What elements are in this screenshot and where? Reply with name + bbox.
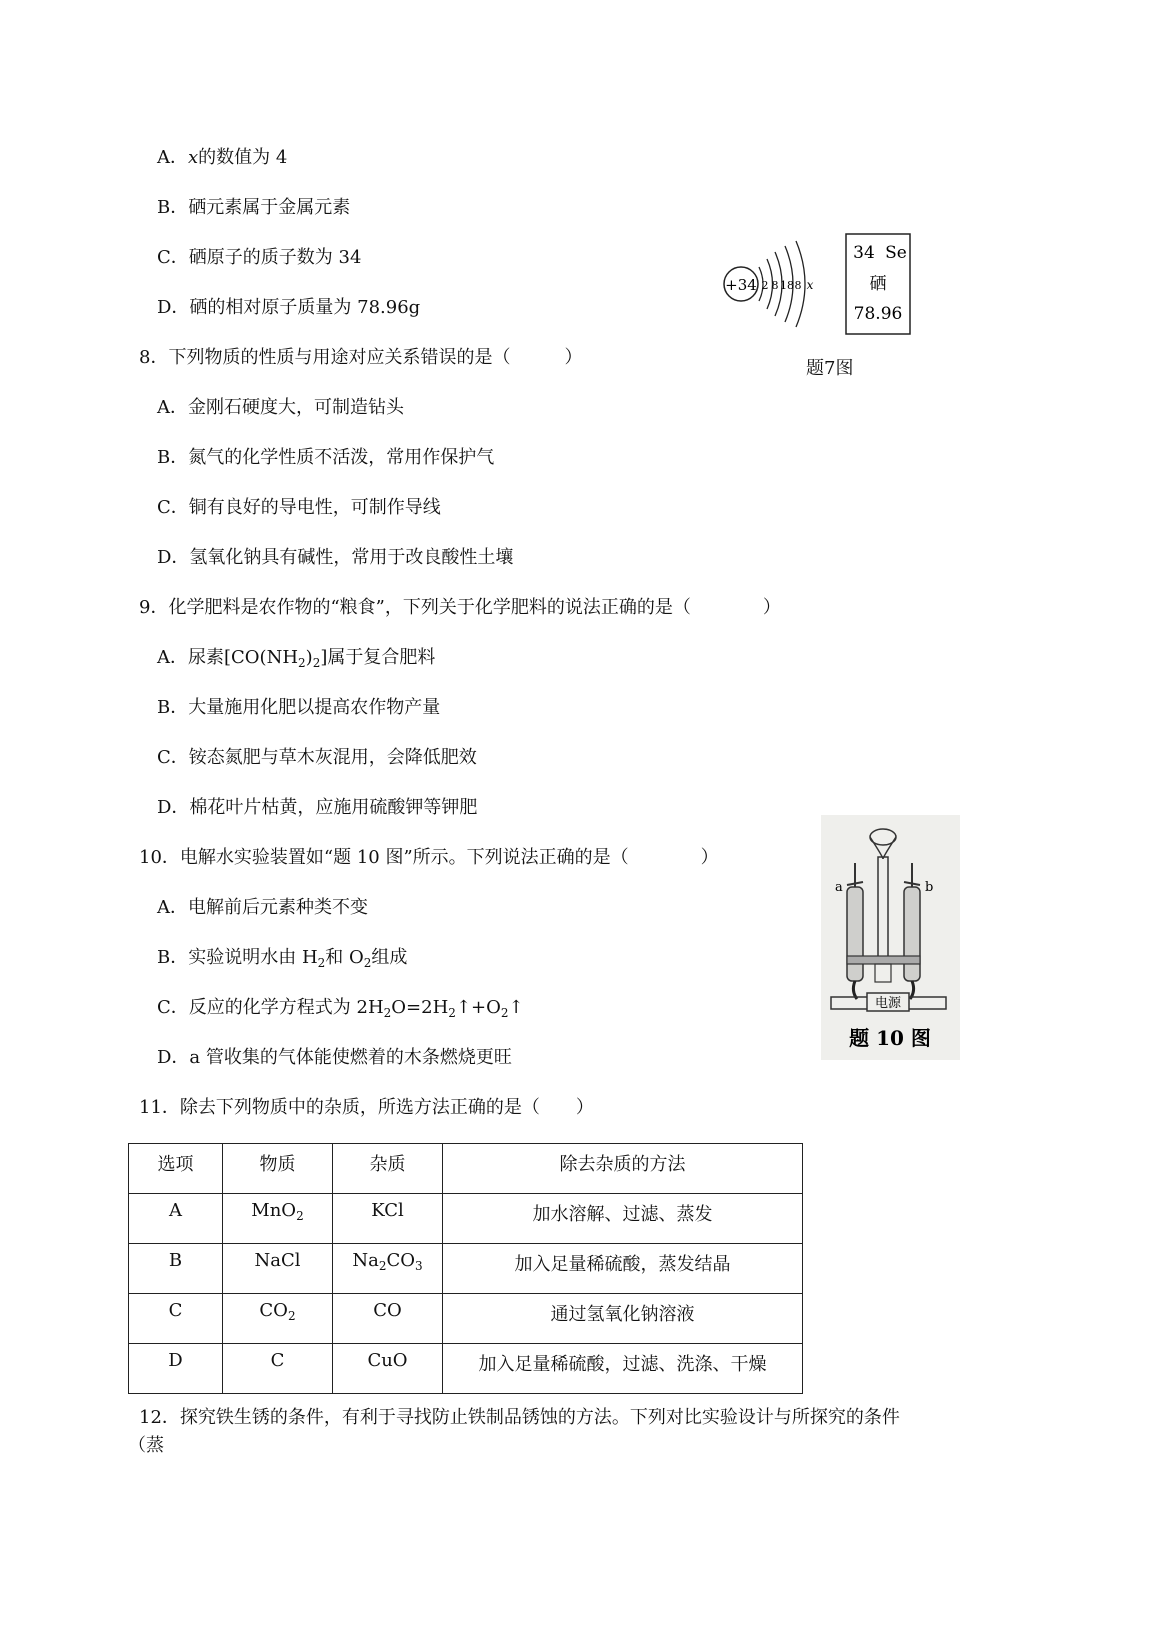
header-impurity: 杂质 [333,1144,443,1194]
element-name: 硒 [869,274,887,294]
q10-option-c: C．反应的化学方程式为 $2H_2O=2H_2↑+O_2↑$ [157,997,524,1020]
q7-figure-caption: 题7图 [806,358,854,379]
q7-option-a-var: x [188,147,199,168]
q9-option-b: B．大量施用化肥以提高农作物产量 [157,697,441,718]
q7-option-a [157,146,287,170]
q8-option-c: C．铜有良好的导电性，可制作导线 [157,497,441,518]
row-method: 通过氢氧化钠溶液 [443,1294,803,1344]
row-option: D [129,1344,223,1394]
row-method: 加水溶解、过滤、蒸发 [443,1194,803,1244]
row-option: B [129,1244,223,1294]
row-method: 加入足量稀硫酸，过滤、洗涤、干燥 [443,1344,803,1394]
row-impurity: KCl [333,1194,443,1244]
header-substance: 物质 [223,1144,333,1194]
q12-stem: 12．探究铁生锈的条件，有利于寻找防止铁制品锈蚀的方法。下列对比实验设计与所探究的条件 [139,1407,900,1428]
stand [875,964,891,982]
fig10-caption: 题 10 图 [849,1026,931,1050]
q12-stem-continued: （蒸 [128,1435,164,1456]
shell-count-3: 18 [780,279,794,292]
shell-count-2: 8 [771,279,779,292]
electrolysis-apparatus [821,815,960,1060]
q9-option-a: A．尿素$[CO(NH_2)_2]$属于复合肥料 [157,647,436,670]
funnel-neck [870,837,896,859]
impurity-table [128,1143,803,1394]
q7-option-d: D．硒的相对原子质量为 78.96g [157,297,421,318]
element-symbol: Se [885,243,907,263]
q8-option-a: A．金刚石硬度大，可制造钻头 [157,397,404,418]
q7-option-a-prefix: A． [157,147,188,168]
tube-b [904,887,920,981]
shell-count-5: x [806,278,814,292]
tube-a [847,887,863,981]
row-substance: NaCl [223,1244,333,1294]
table-row [129,1344,803,1394]
row-impurity: $Na_2CO_3$ [333,1244,443,1294]
q9-option-c: C．铵态氮肥与草木灰混用，会降低肥效 [157,747,477,768]
label-b: b [925,880,934,895]
row-method: 加入足量稀硫酸，蒸发结晶 [443,1244,803,1294]
row-impurity: CuO [333,1344,443,1394]
q9-option-d: D．棉花叶片枯黄，应施用硫酸钾等钾肥 [157,797,478,818]
row-impurity: CO [333,1294,443,1344]
header-method: 除去杂质的方法 [443,1144,803,1194]
atom-structure-diagram [712,233,912,343]
row-substance: C [223,1344,333,1394]
q8-option-d: D．氢氧化钠具有碱性，常用于改良酸性土壤 [157,547,514,568]
row-substance: MnO$_2$ [223,1194,333,1244]
q11-stem: 11．除去下列物质中的杂质，所选方法正确的是（ ） [139,1097,594,1118]
q10-stem: 10．电解水实验装置如“题 10 图”所示。下列说法正确的是（ ） [139,847,719,868]
row-option: C [129,1294,223,1344]
q7-option-b: B．硒元素属于金属元素 [157,197,351,218]
table-row [129,1194,803,1244]
header-option: 选项 [129,1144,223,1194]
power-label: 电源 [874,996,902,1011]
q7-figure [712,233,912,343]
label-a: a [835,880,843,895]
row-substance: $CO_2$ [223,1294,333,1344]
q8-stem: 8．下列物质的性质与用途对应关系错误的是（ ） [139,347,583,368]
q10-option-a: A．电解前后元素种类不变 [157,897,368,918]
q9-stem: 9．化学肥料是农作物的“粮食”，下列关于化学肥料的说法正确的是（ ） [139,597,781,618]
table-row [129,1294,803,1344]
shell-count-1: 2 [761,279,769,292]
q10-option-d: D．a 管收集的气体能使燃着的木条燃烧更旺 [157,1047,512,1068]
q7-option-c: C．硒原子的质子数为 34 [157,247,362,268]
nucleus-charge: +34 [725,276,757,294]
element-mass: 78.96 [853,304,903,324]
q10-option-b: B．实验说明水由 $H_2$和 $O_2$组成 [157,947,408,970]
q7-option-a-rest: 的数值为 4 [198,147,288,168]
center-tube [878,857,888,961]
q10-figure [821,815,960,1060]
row-option: A [129,1194,223,1244]
q8-option-b: B．氮气的化学性质不活泼，常用作保护气 [157,447,495,468]
element-number: 34 [853,243,875,263]
table-row [129,1244,803,1294]
connector-pipe [847,956,920,964]
shell-count-4: 8 [794,279,802,292]
table-header-row [129,1144,803,1194]
